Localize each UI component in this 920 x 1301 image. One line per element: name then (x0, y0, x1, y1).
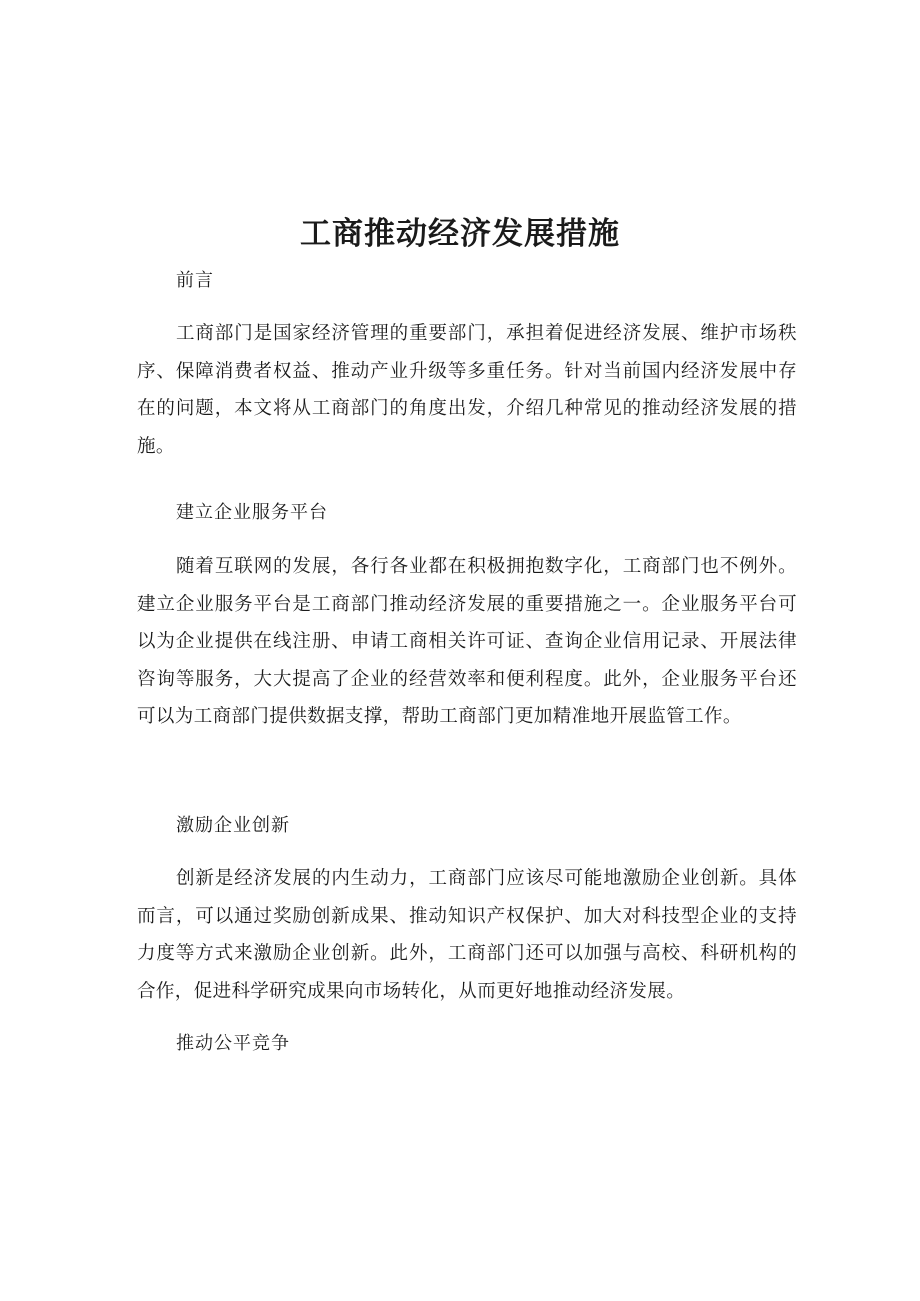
document-title: 工商推动经济发展措施 (300, 216, 620, 252)
section-heading-fair-competition: 推动公平竞争 (176, 1033, 290, 1054)
section-heading-preface: 前言 (176, 270, 214, 291)
section-paragraph-preface: 工商部门是国家经济管理的重要部门，承担着促进经济发展、维护市场秩序、保障消费者权益、推动产业升级等多重任务。针对当前国内经济发展中存在的问题，本文将从工商部门的角度出发，介绍几种常见的推动经济发展的措施。 (137, 323, 797, 457)
section-heading-service-platform: 建立企业服务平台 (176, 502, 328, 523)
section-heading-innovation: 激励企业创新 (176, 815, 290, 836)
section-paragraph-service-platform: 随着互联网的发展，各行各业都在积极拥抱数字化，工商部门也不例外。建立企业服务平台是工商部门推动经济发展的重要措施之一。企业服务平台可以为企业提供在线注册、申请工商相关许可证、查询企业信用记录、开展法律咨询等服务，大大提高了企业的经营效率和便利程度。此外，企业服务平台还可以为工商部门提供数据支撑，帮助工商部门更加精准地开展监管工作。 (137, 556, 797, 727)
section-paragraph-innovation: 创新是经济发展的内生动力，工商部门应该尽可能地激励企业创新。具体而言，可以通过奖励创新成果、推动知识产权保护、加大对科技型企业的支持力度等方式来激励企业创新。此外，工商部门还可以加强与高校、科研机构的合作，促进科学研究成果向市场转化，从而更好地推动经济发展。 (137, 868, 797, 1002)
